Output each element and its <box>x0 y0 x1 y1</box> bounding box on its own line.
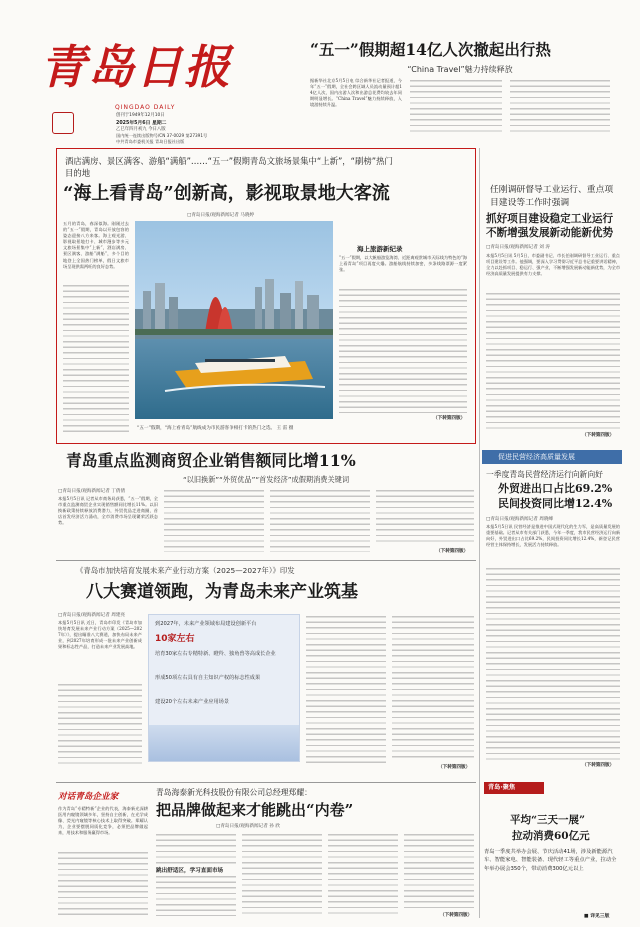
private-economy-story <box>482 450 622 770</box>
private-economy-banner: 促进民营经济高质量发展 <box>482 450 622 464</box>
infographic-line-5: 建设20个左右未来产业应用场景 <box>155 699 230 705</box>
industry-col1 <box>58 682 142 766</box>
industry-byline: □青岛日报/观海新闻记者 周建亮 <box>58 613 126 618</box>
industry-col4 <box>392 614 474 760</box>
right-story <box>482 150 622 442</box>
lead-story-kicker: 酒店满房、景区满客、游船“满船”……“五一”假期青岛文旅场景集中“上新”，“刷榜”热门目的地 <box>65 156 393 178</box>
infographic-line-1: 到2027年，未来产业领域布局建设创新平台 <box>155 621 257 627</box>
lead-story-box <box>56 148 476 444</box>
infographic-line-2: 10家左右 <box>155 634 195 644</box>
top-story <box>310 40 610 140</box>
top-story-col2 <box>410 78 502 134</box>
private-economy-title1: 一季度青岛民营经济运行向新向好 <box>486 470 603 479</box>
founded-date: 创刊于1949年12月10日 <box>116 113 165 118</box>
column-divider <box>479 148 480 918</box>
retail-body: 本报5月5日讯 记者从市商务局获悉，“五一”假期，全市重点监测商贸企业实现销售额同比增长11%。以旧换新政策持续释放消费潜力，外贸优品走进商圈，首店首发经济活力涌动，全市消费市场呈现繁荣活跃态势。 <box>58 496 158 526</box>
photo-caption: “五一”假期，“海上看青岛”航线成为市民游客争相打卡的热门之选。 王 雷 摄 <box>137 426 294 431</box>
masthead-seal <box>52 112 74 134</box>
lead-story-photo <box>135 221 333 419</box>
interview-col2 <box>156 832 236 864</box>
retail-story <box>56 450 476 556</box>
top-story-lead: 据新华社北京5月5日电 综合新华社记者报道，今年“五一”假期，全社会跨区域人员流动量预计超14亿人次，国内出游人次和出游总花费均较去年同期明显增长。“China Travel”魅力持续释放，入境游持续升温。 <box>310 78 402 108</box>
private-economy-body: 本报5月5日讯 民营经济是推进中国式现代化的生力军，是高质量发展的重要基础。记者从市有关部门获悉，今年一季度，我市民营经济运行向新向好，外贸进出口占比69.2%，民间投资同比增长12.4%，新登记民营经营主体保持增长，发展活力持续释放。 <box>486 524 620 548</box>
lead-story-byline: □青岛日报/观海新闻记者 马晓婷 <box>187 213 255 218</box>
industry-story <box>56 560 476 778</box>
lead-story-headline: “海上看青岛”创新高，影视取景地大客流 <box>63 183 390 204</box>
interview-body: 作为青岛“专精特新”企业的代表，海泰新光深耕医用内窥镜领域多年，坚持自主创新，在光学成像、荧光内窥镜等核心技术上取得突破。郑耀认为，企业要摆脱同质化竞争，必须把品牌做起来，用技术和服务赢得市场。 <box>58 806 148 836</box>
right-story-continued: （下转第四版） <box>582 433 615 438</box>
issue-date: 2025年5月6日 星期二 <box>116 121 167 126</box>
infographic-waves <box>149 725 299 761</box>
interview-kicker: 青岛海泰新光科技股份有限公司总经理郑耀： <box>156 788 312 797</box>
interview-col2b <box>156 874 236 916</box>
interview-col3 <box>242 832 322 916</box>
interview-tag: 对话青岛企业家 <box>58 792 119 802</box>
expo-tag: 青岛·聚焦 <box>484 782 544 794</box>
top-story-col3 <box>510 78 610 134</box>
private-economy-lines <box>486 566 620 760</box>
retail-headline: 青岛重点监测商贸企业销售额同比增11% <box>66 451 356 470</box>
lead-sidebar-title: 海上旅游新纪录 <box>357 245 403 253</box>
expo-title-1: 平均“三天一展” <box>510 814 586 826</box>
lead-sidebar-col <box>339 287 467 413</box>
logo-pinyin: QINGDAO DAILY <box>115 104 176 111</box>
interview-col5 <box>404 832 474 910</box>
lead-story-body: 五月的青岛，春深似海。刚刚过去的“五一”假期，青岛以开放包容的姿态迎接八方来客。海上观光游、影视取景地打卡、城市漫步等多元文旅场景集中“上新”，酒店满房、景区满客、游船“满船”，多个目的地登上全国热门榜单，假日文旅市场呈现供需两旺的良好态势。 <box>63 221 129 269</box>
infographic-line-4: 形成50项左右具有自主知识产权的标志性成果 <box>155 675 261 681</box>
right-story-headline: 抓好项目建设稳定工业运行 不断增强发展新动能新优势 <box>486 213 614 239</box>
newspaper-logo: 青岛日报 <box>40 40 232 94</box>
top-story-subtitle: “China Travel”魅力持续释放 <box>407 65 513 74</box>
private-economy-byline: □青岛日报/观海新闻记者 周晓峰 <box>486 517 554 522</box>
interview-col4 <box>328 832 398 916</box>
expo-title-2: 拉动消费60亿元 <box>512 830 590 842</box>
expo-story <box>482 776 622 922</box>
interview-story <box>56 782 476 922</box>
retail-col2 <box>164 488 264 552</box>
industry-col3 <box>306 614 386 764</box>
interview-byline: □青岛日报/观海新闻记者 孙 欣 <box>216 824 280 829</box>
retail-byline: □青岛日报/观海新闻记者 丁倩倩 <box>58 489 126 494</box>
right-story-kicker: 任刚调研督导工业运行、重点项目建设等工作时强调 <box>490 185 614 208</box>
interview-subhead: 跳出舒适区，学习直面市场 <box>156 868 224 874</box>
private-economy-title3: 民间投资同比增12.4% <box>498 497 613 510</box>
interview-headline: 把品牌做起来才能跳出“内卷” <box>156 801 354 819</box>
interview-continued: （下转第四版） <box>440 913 473 918</box>
retail-subhead: “以旧换新”“外贸优品”“首发经济”成假期消费关键词 <box>182 475 350 484</box>
lead-story-continued: （下转第四版） <box>433 416 466 421</box>
expo-continued: ■ 详见三版 <box>584 914 610 919</box>
industry-continued: （下转第四版） <box>438 765 471 770</box>
industry-body: 本报5月5日讯 近日，青岛市印发《青岛市加快培育发展未来产业行动方案（2025—2027年）》，提出瞄准八大赛道，加快布局未来产业，到2027年培育形成一批未来产业创新成果和标志性产品，打造未来产业发展高地。 <box>58 620 142 650</box>
lead-story-body-col1 <box>63 283 129 433</box>
lead-sidebar-body: “五一”假期，以大帆船游览海湾、近距离观赏城市天际线为特色的“海上看青岛”项目再度火爆。游船航线持续加密，多条线路票源一度紧张。 <box>339 255 467 273</box>
private-economy-title2: 外贸进出口占比69.2% <box>498 482 613 495</box>
interview-col1 <box>58 850 148 918</box>
expo-body: 青岛一季度共举办会展、节庆活动41场，涉及新能源汽车、智能家电、智能装备、现代轻工等重点产业，拉动全年举办展会350个，带动消费300亿元以上 <box>484 849 617 872</box>
retail-continued: （下转第四版） <box>436 549 469 554</box>
publisher-line: 中共青岛市委机关报 青岛日报社出版 <box>116 139 185 144</box>
infographic-line-3: 培育30家左右专精特新、瞪羚、独角兽等高成长企业 <box>155 651 276 657</box>
industry-kicker: 《青岛市加快培育发展未来产业行动方案（2025—2027年）》印发 <box>76 566 295 575</box>
lunar-date: 乙巳年四月初九 今日八版 <box>116 127 166 132</box>
private-economy-continued: （下转第四版） <box>582 763 615 768</box>
industry-infographic <box>148 614 300 762</box>
right-story-byline: □青岛日报/观海新闻记者 刘 涛 <box>486 245 550 250</box>
top-story-headline: “五一”假期超14亿人次撤起出行热 <box>310 40 551 59</box>
publication-number: 国内统一连续出版物号/CN 37-0029 第27391号 <box>116 133 208 138</box>
retail-col4 <box>376 488 474 546</box>
industry-headline: 八大赛道领跑，为青岛未来产业筑基 <box>86 582 358 602</box>
right-story-body-lines <box>486 291 620 431</box>
right-story-body: 本报5月5日讯 5月5日，市委副书记、市长任刚调研督导工业运行、重点项目建设等工作。他强调，要深入学习贯彻习近平总书记重要讲话精神，全力以赴抓项目、稳运行、强产业，不断增强发展新动能新优势，为全市经济高质量发展提供有力支撑。 <box>486 253 620 277</box>
retail-col3 <box>270 488 370 552</box>
